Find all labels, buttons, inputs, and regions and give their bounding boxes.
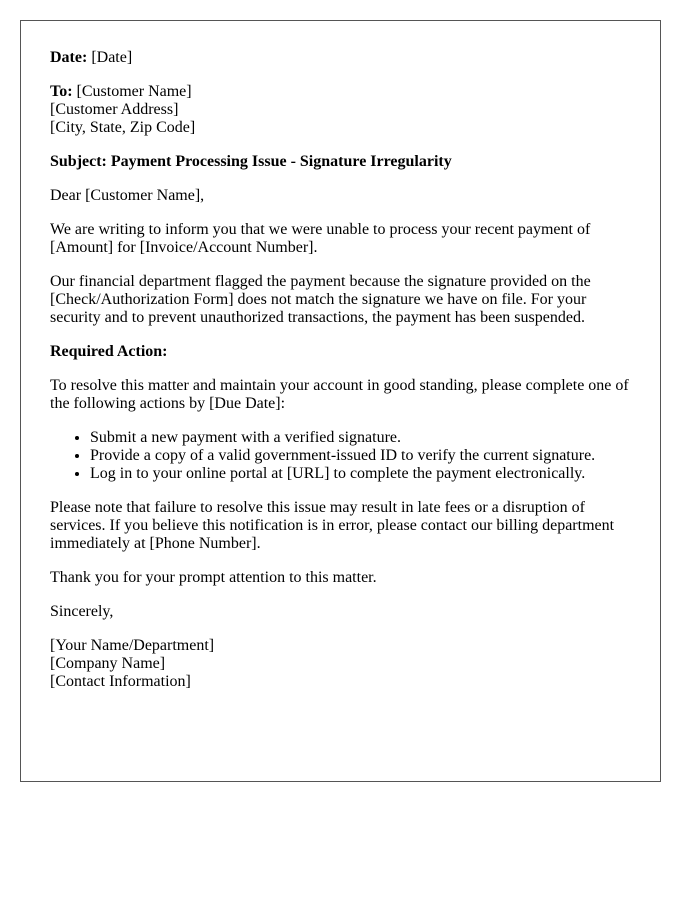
- required-heading-text: Required Action:: [50, 343, 168, 360]
- signature-name: [Your Name/Department]: [50, 637, 215, 654]
- recipient-name: [Customer Name]: [76, 83, 192, 100]
- list-item: • Provide a copy of a valid government-issued ID to verify the current signature.: [90, 447, 630, 465]
- required-intro: To resolve this matter and maintain your account in good standing, please complete one of the following actions by [Due Date]:: [50, 377, 629, 412]
- list-item: • Log in to your online portal at [URL] to complete the payment electronically.: [90, 465, 630, 483]
- recipient-address: [Customer Address]: [50, 101, 179, 118]
- signature-contact: [Contact Information]: [50, 673, 191, 690]
- signature-block: [50, 637, 630, 691]
- recipient-block: [50, 83, 630, 137]
- paragraph-reason: Our financial department flagged the payment because the signature provided on the [Check/Authorization Form] does not match the signature we have on file. For your security and to prevent unauthorized transactions, the payment has been suspended.: [50, 273, 591, 326]
- recipient-city: [City, State, Zip Code]: [50, 119, 196, 136]
- paragraph-intro: We are writing to inform you that we were unable to process your recent payment of [Amount] for [Invoice/Account Number].: [50, 221, 591, 256]
- thanks-paragraph: Thank you for your prompt attention to this matter.: [50, 569, 377, 586]
- letter: [20, 20, 661, 782]
- salutation: Dear [Customer Name],: [50, 187, 205, 204]
- closing: Sincerely,: [50, 603, 114, 620]
- date-line: [50, 49, 630, 67]
- date-value: [Date]: [91, 49, 133, 66]
- list-item: • Submit a new payment with a verified signature.: [90, 429, 630, 447]
- signature-company: [Company Name]: [50, 655, 166, 672]
- note-paragraph: Please note that failure to resolve this issue may result in late fees or a disruption of services. If you believe this notification is in error, please contact our billing department immediately at [Phone Number].: [50, 499, 615, 552]
- actions-list: [50, 429, 630, 483]
- required-heading: [50, 343, 630, 361]
- to-label: To:: [50, 83, 73, 100]
- subject-text: Subject: Payment Processing Issue - Signature Irregularity: [50, 153, 452, 170]
- subject-line: [50, 153, 630, 171]
- date-label: Date:: [50, 49, 88, 66]
